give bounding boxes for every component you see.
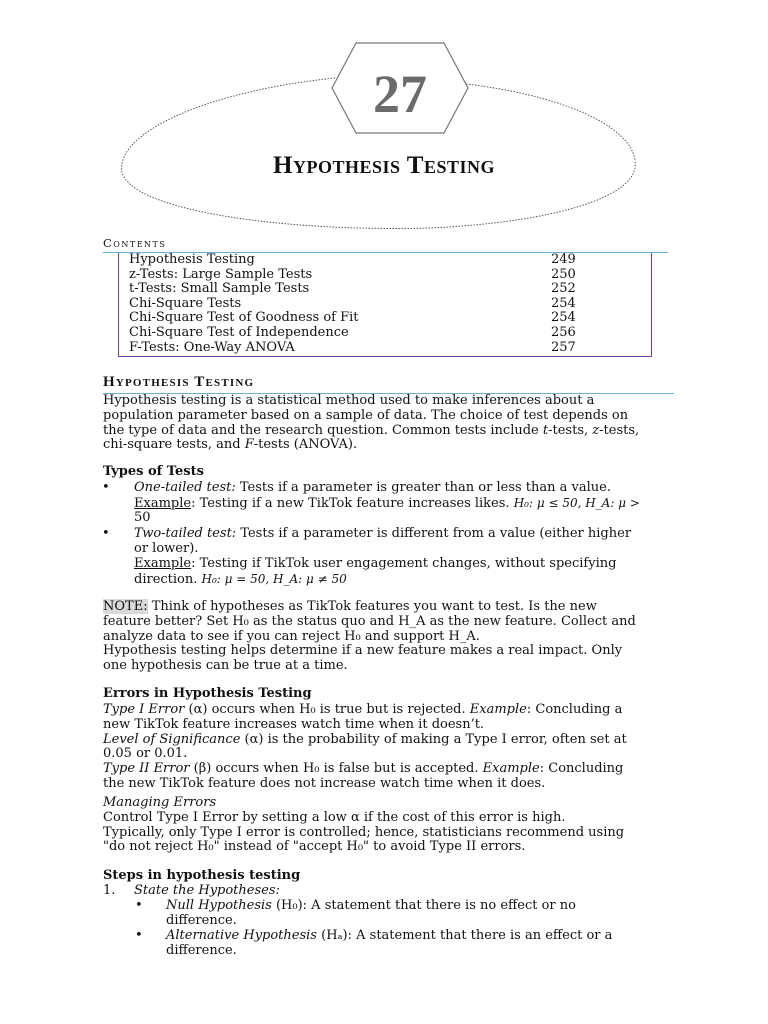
toc-item[interactable]: z-Tests: Large Sample Tests 250 bbox=[129, 266, 576, 282]
steps-list: 1. State the Hypotheses: • Null Hypothesis (H₀): A statement that there is no effect or no difference. • Alternative Hypothesis (Hₐ): A statement that there is an effect or a difference. bbox=[103, 883, 613, 958]
types-heading: Types of Tests bbox=[103, 464, 204, 479]
chapter-header-graphic bbox=[0, 0, 768, 230]
managing-errors-block: Managing Errors Control Type I Error by setting a low α if the cost of this error is high. Typically, only Type I error is controlled; hence, statisticians recommend using "do not reject H₀" instead of "accept H₀" to avoid Type II errors. bbox=[103, 795, 625, 855]
two-tailed-item: • Two-tailed test: Tests if a parameter is different from a value (either higher or lower). Example: Testing if TikTok user engagement changes, without specifying direction. H₀: μ = 50, H_A: μ ≠ 50 bbox=[102, 526, 632, 587]
errors-heading: Errors in Hypothesis Testing bbox=[103, 686, 312, 701]
decorative-ellipse-upper bbox=[466, 84, 635, 160]
chapter-number: 27 bbox=[373, 64, 427, 124]
toc-item[interactable]: Chi-Square Test of Goodness of Fit 254 bbox=[129, 310, 576, 326]
note-block: NOTE: Think of hypotheses as TikTok features you want to test. Is the new feature better? Set H₀ as the status quo and H_A as the new feature. Collect and analyze data to see if you can reject H₀ and support H_A. Hypothesis testing helps determine if a new feature makes a real impact. Only one hypothesis can be true at a time. bbox=[103, 599, 636, 674]
one-tailed-item: • One-tailed test: Tests if a parameter is greater than or less than a value. Example: Testing if a new TikTok feature increases likes. H₀: μ ≤ 50, H_A: μ > 50 bbox=[102, 480, 640, 525]
toc-item[interactable]: Hypothesis Testing 249 bbox=[129, 252, 576, 267]
errors-block: Type I Error (α) occurs when H₀ is true but is rejected. Example: Concluding a new TikTok feature increases watch time when it doesn’t. Level of Significance (α) is the probability of making a Type I error, often set at 0.05 or 0.01. Type II Error (β) occurs when H₀ is false but is accepted. Example: Concluding the new TikTok feature does not increase watch time when it does. bbox=[103, 702, 627, 791]
intro-paragraph: Hypothesis testing is a statistical method used to make inferences about a population parameter based on a sample of data. The choice of test depends on the type of data and the research question. Common tests include t-tests, z-tests, chi-square tests, and F-tests (ANOVA). bbox=[103, 393, 640, 453]
note-label: NOTE: bbox=[103, 599, 148, 614]
section-heading: Hypothesis Testing bbox=[103, 374, 255, 390]
toc-item[interactable]: Chi-Square Tests 254 bbox=[129, 295, 576, 311]
contents-title: Contents bbox=[103, 236, 167, 250]
steps-heading: Steps in hypothesis testing bbox=[103, 868, 301, 883]
toc-item[interactable]: t-Tests: Small Sample Tests 252 bbox=[129, 281, 576, 297]
chapter-title: Hypothesis Testing bbox=[273, 152, 495, 179]
toc-box bbox=[118, 253, 652, 357]
toc-item[interactable]: F-Tests: One-Way ANOVA 257 bbox=[129, 339, 576, 355]
toc-item[interactable]: Chi-Square Test of Independence 256 bbox=[129, 325, 576, 340]
